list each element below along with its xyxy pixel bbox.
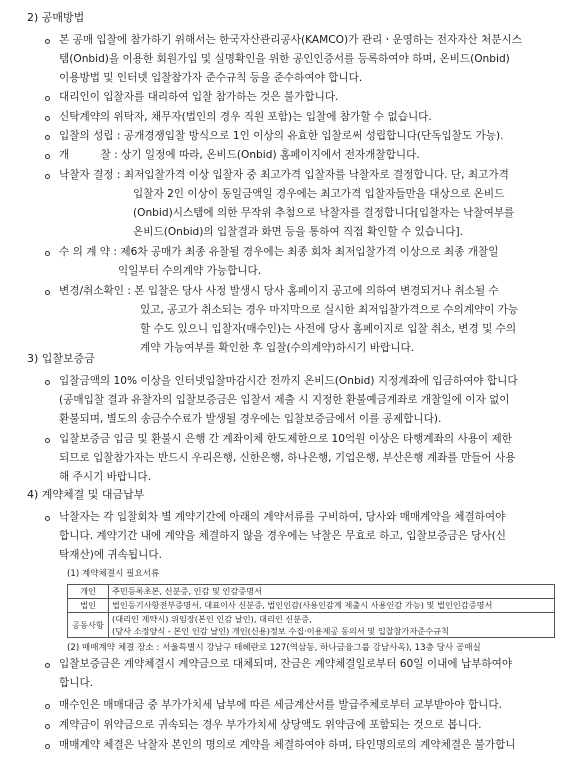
section-2-title: 2) 공매방법 bbox=[27, 11, 85, 24]
section-4-title: 4) 계약체결 및 대금납부 bbox=[27, 488, 145, 501]
sec3-b2-line1: 입찰보증금 입금 및 환불시 은행 간 계좌이체 한도제한으로 10억원 이상은 타행계좌의 사용이 제한 bbox=[59, 433, 512, 445]
sec4-b1-line2: 합니다. 계약기간 내에 계약을 체결하지 않을 경우에는 낙찰은 무효로 하고, 입찰보증금은 당사(신 bbox=[59, 530, 507, 542]
bullet-icon bbox=[45, 96, 50, 101]
sec2-b1-line2: 템(Onbid)을 이용한 회원가입 및 실명확인을 위한 공인인증서를 등록하여야 하며, 온비드(Onbid) bbox=[59, 53, 510, 65]
sec2-b5: 개 찰 : 상기 일정에 따라, 온비드(Onbid) 홈페이지에서 전자개찰합니다. bbox=[59, 149, 420, 161]
sec2-b6-line3: (Onbid)시스템에 의한 무작위 추첨으로 낙찰자를 결정합니다[입찰자는 낙찰여부를 bbox=[133, 207, 515, 219]
bullet-icon bbox=[45, 744, 50, 749]
bullet-icon bbox=[45, 516, 50, 521]
table-cell: 법인등기사항전부증명서, 대표이사 신분증, 법인인감(사용인감계 제출시 사용인감 가능) 및 법인인감증명서 bbox=[109, 599, 555, 613]
bullet-icon bbox=[45, 663, 50, 668]
sec2-b8-line2: 있고, 공고가 취소되는 경우 마지막으로 실시한 최저입찰가격으로 수의계약이 가능 bbox=[140, 304, 519, 316]
bullet-icon bbox=[45, 724, 50, 729]
sec2-b4: 입찰의 성립 : 공개경쟁입찰 방식으로 1인 이상의 유효한 입찰로써 성립합니다(단독입찰도 가능). bbox=[59, 130, 504, 142]
bullet-icon bbox=[45, 438, 50, 443]
bullet-icon bbox=[45, 39, 50, 44]
sec2-b6-line4: 온비드(Onbid)의 입찰결과 화면 등을 통하여 직접 확인할 수 있습니다]. bbox=[133, 226, 463, 238]
sec4-b1-line1: 낙찰자는 각 입찰회차 별 계약기간에 아래의 계약서류를 구비하여, 당사와 매매계약을 체결하여야 bbox=[59, 511, 506, 523]
sec3-b2-line2: 되므로 입찰참가자는 반드시 우리은행, 신한은행, 하나은행, 기업은행, 부산은행 계좌를 만들어 사용 bbox=[59, 452, 516, 464]
bullet-icon bbox=[45, 154, 50, 159]
bullet-icon bbox=[45, 704, 50, 709]
sec2-b8-line1: 변경/취소확인 : 본 입찰은 당사 사정 발생시 당사 홈페이지 공고에 의하여 변경되거나 취소될 수 bbox=[59, 285, 499, 297]
table-row-head: 개인 bbox=[68, 585, 109, 599]
sub-heading-documents: (1) 계약체결시 필요서류 bbox=[67, 569, 160, 579]
sec2-b6-line1: 낙찰자 결정 : 최저입찰가격 이상 입찰자 중 최고가격 입찰자를 낙찰자로 결정합니다. 단, 최고가격 bbox=[59, 169, 509, 181]
sec2-b6-line2: 입찰자 2인 이상이 동일금액일 경우에는 최고가격 입찰자들만을 대상으로 온비드 bbox=[133, 188, 505, 200]
sec4-b2-line1: 입찰보증금은 계약체결시 계약금으로 대체되며, 잔금은 계약체결일로부터 60일 이내에 납부하여야 bbox=[59, 658, 513, 670]
bullet-icon bbox=[45, 251, 50, 256]
sec4-b2-line2: 합니다. bbox=[59, 677, 94, 689]
sec2-b2: 대리인이 입찰자를 대리하여 입찰 참가하는 것은 불가합니다. bbox=[59, 91, 339, 103]
bullet-icon bbox=[45, 174, 50, 179]
table-cell: 주민등록초본, 신분증, 인감 및 인감증명서 bbox=[109, 585, 555, 599]
table-cell-line: (당사 소정양식 - 본인 인감 날인) 개인(신용)정보 수집·이용제공 동의서 및 입찰참가자준수규칙 bbox=[112, 626, 449, 636]
sec2-b1-line1: 본 공매 입찰에 참가하기 위해서는 한국자산관리공사(KAMCO)가 관리ㆍ운영하는 전자자산 처분시스 bbox=[59, 34, 522, 46]
section-3-title: 3) 입찰보증금 bbox=[27, 352, 95, 365]
sec4-b3: 매수인은 매매대금 중 부가가치세 납부에 따른 세금계산서를 발급주체로부터 교부받아야 합니다. bbox=[59, 699, 503, 711]
table-cell bbox=[109, 613, 555, 638]
sec4-b1-line3: 탁재산)에 귀속됩니다. bbox=[59, 549, 162, 561]
sec4-b5: 매매계약 체결은 낙찰자 본인의 명의로 계약을 체결하여야 하며, 타인명의로의 계약체결은 불가합니 bbox=[59, 739, 516, 751]
sec2-b7-line1: 수 의 계 약 : 제6차 공매가 최종 유찰될 경우에는 최종 회차 최저입찰가격 이상으로 최종 개찰일 bbox=[59, 246, 499, 258]
table-row-head: 공동사항 bbox=[68, 613, 109, 638]
sec2-b8-line4: 계약 가능여부를 확인한 후 입찰(수의계약)하시기 바랍니다. bbox=[140, 342, 415, 354]
table-row bbox=[68, 585, 555, 599]
sec2-b7-line2: 익일부터 수의계약 가능합니다. bbox=[118, 265, 262, 277]
table-row bbox=[68, 599, 555, 613]
bullet-icon bbox=[45, 380, 50, 385]
required-documents-table bbox=[67, 584, 555, 638]
table-cell-line: (대리인 계약시) 위임장(본인 인감 날인), 대리인 신분증, bbox=[112, 614, 312, 624]
sec3-b1-line1: 입찰금액의 10% 이상을 인터넷입찰마감시간 전까지 온비드(Onbid) 지정계좌에 입금하여야 합니다 bbox=[59, 375, 518, 387]
sec2-b1-line3: 이용방법 및 인터넷 입찰참가자 준수규칙 등을 준수하여야 합니다. bbox=[59, 72, 363, 84]
table-row bbox=[68, 613, 555, 638]
sec2-b8-line3: 할 수도 있으니 입찰자(매수인)는 사전에 당사 홈페이지로 입찰 취소, 변경 및 수의 bbox=[140, 323, 517, 335]
sec2-b3: 신탁계약의 위탁자, 채무자(법인의 경우 직원 포함)는 입찰에 참가할 수 없습니다. bbox=[59, 111, 432, 123]
sec3-b1-line3: 환불되며, 별도의 송금수수료가 발생될 경우에는 입찰보증금에서 이를 공제합니다). bbox=[59, 413, 442, 425]
sec3-b2-line3: 해 주시기 바랍니다. bbox=[59, 471, 151, 483]
bullet-icon bbox=[45, 290, 50, 295]
sec3-b1-line2: (공매입찰 결과 유찰자의 입찰보증금은 입찰서 제출 시 지정한 환불예금계좌로 개찰일에 이자 없이 bbox=[59, 394, 510, 406]
table-row-head: 법인 bbox=[68, 599, 109, 613]
sec4-b4: 계약금이 위약금으로 귀속되는 경우 부가가치세 상당액도 위약금에 포함되는 것으로 봅니다. bbox=[59, 719, 482, 731]
contract-location: (2) 매매계약 체결 장소 : 서울특별시 강남구 테헤란로 127(역삼동, 하나금융그룹 강남사옥), 13층 당사 공매실 bbox=[67, 643, 481, 653]
bullet-icon bbox=[45, 135, 50, 140]
bullet-icon bbox=[45, 116, 50, 121]
